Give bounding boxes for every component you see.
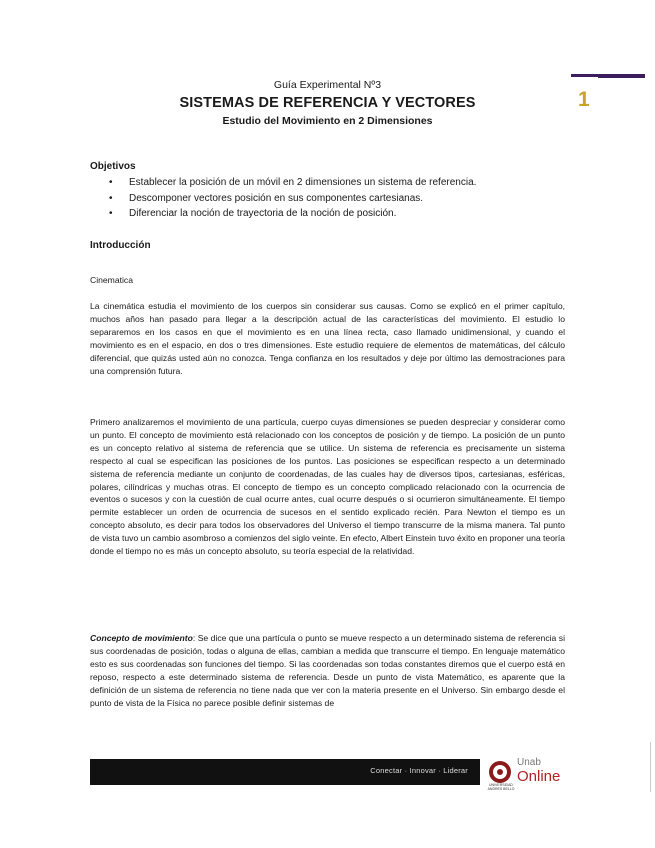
concept-term: Concepto de movimiento xyxy=(90,633,193,643)
page-number: 1 xyxy=(578,88,590,111)
objectives-heading: Objetivos xyxy=(90,161,136,172)
footer-tagline: Conectar · Innovar · Liderar xyxy=(370,766,468,775)
objectives-list xyxy=(109,177,569,224)
paragraph-motion-concept: Concepto de movimiento: Se dice que una partícula o punto se mueve respecto a un determinado sistema de referencia si sus coordenadas de posición, todas o alguna de ellas, cambian a medida que transcurre el tiempo. En lenguaje matemático esto es sus coordenadas son funciones del tiempo. Si las coordenadas son todas constantes diremos que el cuerpo está en reposo, respecto a este determinado sistema de referencia. Desde un punto de vista Matemático, es aparente que la definición de un sistema de referencia no tiene nada que ver con la materia presente en el Universo. Sin embargo desde el punto de vista de la Física no parece posible definir sistemas de xyxy=(90,633,565,708)
bullet-icon: • xyxy=(109,192,113,204)
paragraph-particle: Primero analizaremos el movimiento de una partícula, cuerpo cuyas dimensiones se pueden despreciar y considerar como un punto. El concepto de movimiento está relacionado con los conceptos de posición y de tiempo. La posición de un punto es un concepto relativo al sistema de referencia que se utilice. Un sistema de referencia es precisamente un sistema respecto al cual se especifican las posiciones de los puntos. Las posiciones se especifican respecto a un determinado sistema de referencia mediante un conjunto de coordenadas, de las cuales hay de diversos tipos, cartesianas, esféricas, polares, cilíndricas y muchas otras. El concepto de tiempo es un concepto complicado relacionado con la ocurrencia de eventos o sucesos y con la cuestión de cual ocurre antes, cual ocurre después o si ocurrieron simultáneamente. El tiempo permite establecer un orden de ocurrencia de sucesos en el sentido explicado recién. Para Newton el tiempo es un concepto absoluto, es decir para todos los observadores del Universo el tiempo transcurre de la misma manera. Tal punto de vista tuvo un cambio asombroso a comienzos del siglo veinte. En efecto, Albert Einstein tuvo éxito en proponer una teoría donde el tiempo no es más un concepto absoluto, su teoría especial de la relatividad. xyxy=(90,417,565,557)
objective-item: • Diferenciar la noción de trayectoria de la noción de posición. xyxy=(109,208,397,219)
logo-online-text: Online xyxy=(517,768,561,785)
guide-label: Guía Experimental Nº3 xyxy=(273,79,382,91)
page-edge-line xyxy=(650,742,651,792)
unab-online-logo xyxy=(489,756,565,790)
section-subheading: Cinematica xyxy=(90,275,133,285)
header-rule-thin xyxy=(598,77,645,78)
logo-unab-text: Unab xyxy=(517,757,541,768)
paragraph-kinematics: La cinemática estudia el movimiento de los cuerpos sin considerar sus causas. Como se explicó en el primer capítulo, muchos años han pasado para llegar a la descripción actual de las características del movimiento. El estudio lo separaremos en los casos en que el movimiento es en una línea recta, caso llamado unidimensional, y cuando el movimiento es en el espacio, en dos o tres dimensiones. Este estudio requiere de elementos de matemáticas, del cálculo diferencial, que quizás usted aún no conozca. Tenga confianza en los resultados y deje por último las demostraciones para una comprensión futura. xyxy=(90,301,565,376)
introduction-heading: Introducción xyxy=(90,240,151,251)
bullet-icon: • xyxy=(109,208,113,219)
footer-bar xyxy=(90,759,480,785)
document-subtitle: Estudio del Movimiento en 2 Dimensiones xyxy=(222,115,433,127)
seal-caption: UNIVERSIDAD ANDRES BELLO xyxy=(487,783,515,791)
university-seal-icon xyxy=(489,761,511,783)
document-title: SISTEMAS DE REFERENCIA Y VECTORES xyxy=(179,95,476,111)
objective-item: • Establecer la posición de un móvil en 2 dimensiones un sistema de referencia. xyxy=(109,177,477,188)
objective-item: • Descomponer vectores posición en sus componentes cartesianas. xyxy=(109,192,424,204)
bullet-icon: • xyxy=(109,177,113,188)
